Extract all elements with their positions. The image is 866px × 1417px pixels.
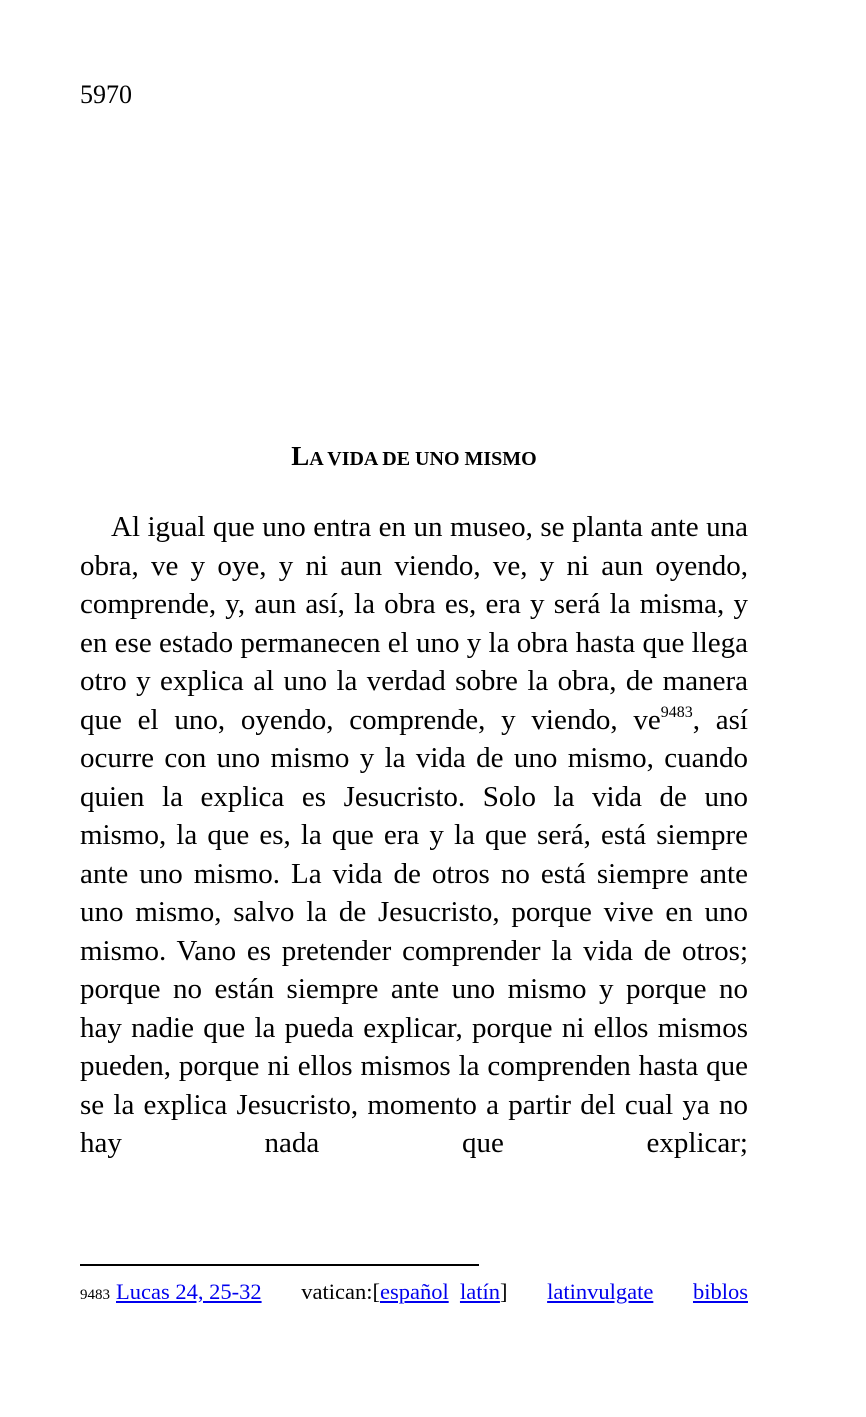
chapter-title bbox=[80, 440, 748, 475]
paragraph-text-after-note: , así ocurre con uno mismo y la vida de uno mismo, cuando quien la explica es Jesucristo. Solo la vida de uno mismo, la que es, la que era y la que será, está siempre ante uno mismo. La vida de otros no está siempre ante uno mismo, salvo la de Jesucristo, porque vive en uno mismo. Vano es pretender comprender la vida de otros; porque no están siempre ante uno mismo y porque no hay nadie que la pueda explicar, porque ni ellos mismos pueden, porque ni ellos mismos la comprenden hasta que se la explica Jesucristo, momento a partir del cual ya no hay nada que explicar; bbox=[80, 703, 748, 1159]
footnote-lead: 9483 Lucas 24, 25-32 bbox=[80, 1279, 262, 1304]
chapter-title-initial: L bbox=[291, 441, 310, 471]
page-number: 5970 bbox=[80, 80, 132, 109]
paragraph-text-before-note: Al igual que uno entra en un museo, se planta ante una obra, ve y oye, y ni aun viendo, ve, y ni aun oyendo, comprende, y, aun así, la obra es, era y será la misma, y en ese estado permanecen el uno y la obra hasta que llega otro y explica al uno la verdad sobre la obra, de manera que el uno, oyendo, comprende, y viendo, ve bbox=[80, 511, 748, 736]
vatican-prefix: vatican:[ bbox=[301, 1279, 380, 1304]
bible-reference-link[interactable]: Lucas 24, 25-32 bbox=[116, 1279, 262, 1304]
biblos-link[interactable]: biblos bbox=[692, 1279, 748, 1304]
vatican-suffix: ] bbox=[499, 1279, 508, 1304]
footnote-reference-marker[interactable]: 9483 bbox=[660, 703, 693, 721]
footnote bbox=[80, 1278, 748, 1306]
vatican-latin-link[interactable]: latín bbox=[459, 1279, 500, 1304]
latinvulgate-link[interactable]: latinvulgate bbox=[547, 1279, 654, 1304]
body-paragraph bbox=[80, 508, 748, 1163]
footnote-separator bbox=[80, 1264, 479, 1266]
vatican-espanol-link[interactable]: español bbox=[379, 1279, 449, 1304]
chapter-title-rest: A VIDA DE UNO MISMO bbox=[309, 448, 537, 470]
vatican-links bbox=[301, 1278, 507, 1306]
